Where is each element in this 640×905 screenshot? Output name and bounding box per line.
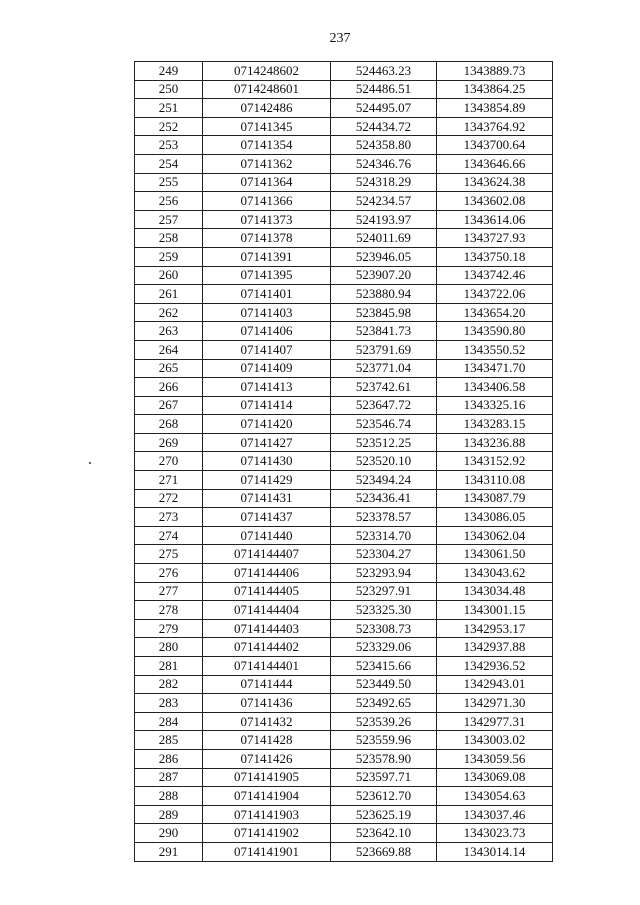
x-coordinate-cell: 523304.27 bbox=[331, 545, 437, 564]
point-number-cell: 250 bbox=[135, 80, 203, 99]
y-coordinate-cell: 1342937.88 bbox=[437, 638, 553, 657]
point-number-cell: 264 bbox=[135, 340, 203, 359]
point-number-cell: 281 bbox=[135, 657, 203, 676]
x-coordinate-cell: 523314.70 bbox=[331, 526, 437, 545]
x-coordinate-cell: 523880.94 bbox=[331, 285, 437, 304]
point-code-cell: 07141354 bbox=[203, 136, 331, 155]
point-code-cell: 0714144406 bbox=[203, 564, 331, 583]
point-number-cell: 291 bbox=[135, 842, 203, 861]
y-coordinate-cell: 1343023.73 bbox=[437, 824, 553, 843]
y-coordinate-cell: 1342977.31 bbox=[437, 712, 553, 731]
x-coordinate-cell: 523539.26 bbox=[331, 712, 437, 731]
x-coordinate-cell: 523946.05 bbox=[331, 247, 437, 266]
x-coordinate-cell: 523293.94 bbox=[331, 564, 437, 583]
x-coordinate-cell: 523436.41 bbox=[331, 489, 437, 508]
point-number-cell: 288 bbox=[135, 787, 203, 806]
point-code-cell: 07142486 bbox=[203, 99, 331, 118]
x-coordinate-cell: 523578.90 bbox=[331, 749, 437, 768]
point-code-cell: 0714141901 bbox=[203, 842, 331, 861]
table-row bbox=[135, 471, 553, 490]
table-row bbox=[135, 824, 553, 843]
point-number-cell: 249 bbox=[135, 62, 203, 81]
point-number-cell: 275 bbox=[135, 545, 203, 564]
point-number-cell: 257 bbox=[135, 210, 203, 229]
point-number-cell: 269 bbox=[135, 433, 203, 452]
table-row bbox=[135, 154, 553, 173]
point-code-cell: 07141432 bbox=[203, 712, 331, 731]
table-row bbox=[135, 285, 553, 304]
y-coordinate-cell: 1343037.46 bbox=[437, 805, 553, 824]
point-code-cell: 07141440 bbox=[203, 526, 331, 545]
point-code-cell: 0714144401 bbox=[203, 657, 331, 676]
point-code-cell: 0714144402 bbox=[203, 638, 331, 657]
x-coordinate-cell: 523845.98 bbox=[331, 303, 437, 322]
table-row bbox=[135, 675, 553, 694]
table-row bbox=[135, 619, 553, 638]
table-row bbox=[135, 731, 553, 750]
table-row bbox=[135, 712, 553, 731]
y-coordinate-cell: 1343062.04 bbox=[437, 526, 553, 545]
table-row bbox=[135, 749, 553, 768]
point-number-cell: 266 bbox=[135, 378, 203, 397]
point-number-cell: 280 bbox=[135, 638, 203, 657]
x-coordinate-cell: 524234.57 bbox=[331, 192, 437, 211]
point-number-cell: 267 bbox=[135, 396, 203, 415]
table-row bbox=[135, 192, 553, 211]
point-code-cell: 0714141905 bbox=[203, 768, 331, 787]
y-coordinate-cell: 1342953.17 bbox=[437, 619, 553, 638]
y-coordinate-cell: 1343614.06 bbox=[437, 210, 553, 229]
point-code-cell: 07141391 bbox=[203, 247, 331, 266]
point-code-cell: 0714144407 bbox=[203, 545, 331, 564]
point-number-cell: 274 bbox=[135, 526, 203, 545]
table-row bbox=[135, 247, 553, 266]
table-row bbox=[135, 173, 553, 192]
y-coordinate-cell: 1343590.80 bbox=[437, 322, 553, 341]
y-coordinate-cell: 1343742.46 bbox=[437, 266, 553, 285]
x-coordinate-cell: 523492.65 bbox=[331, 694, 437, 713]
y-coordinate-cell: 1343471.70 bbox=[437, 359, 553, 378]
point-code-cell: 07141429 bbox=[203, 471, 331, 490]
point-code-cell: 07141407 bbox=[203, 340, 331, 359]
point-code-cell: 07141362 bbox=[203, 154, 331, 173]
y-coordinate-cell: 1343764.92 bbox=[437, 117, 553, 136]
point-code-cell: 07141437 bbox=[203, 508, 331, 527]
point-number-cell: 263 bbox=[135, 322, 203, 341]
y-coordinate-cell: 1343236.88 bbox=[437, 433, 553, 452]
point-number-cell: 278 bbox=[135, 601, 203, 620]
table-row bbox=[135, 266, 553, 285]
point-number-cell: 265 bbox=[135, 359, 203, 378]
point-number-cell: 262 bbox=[135, 303, 203, 322]
point-number-cell: 251 bbox=[135, 99, 203, 118]
point-number-cell: 261 bbox=[135, 285, 203, 304]
point-number-cell: 276 bbox=[135, 564, 203, 583]
point-number-cell: 256 bbox=[135, 192, 203, 211]
point-code-cell: 07141428 bbox=[203, 731, 331, 750]
point-code-cell: 0714144405 bbox=[203, 582, 331, 601]
y-coordinate-cell: 1342936.52 bbox=[437, 657, 553, 676]
x-coordinate-cell: 523597.71 bbox=[331, 768, 437, 787]
point-code-cell: 07141401 bbox=[203, 285, 331, 304]
point-number-cell: 270 bbox=[135, 452, 203, 471]
table-row bbox=[135, 117, 553, 136]
table-row bbox=[135, 842, 553, 861]
x-coordinate-cell: 524486.51 bbox=[331, 80, 437, 99]
y-coordinate-cell: 1343086.05 bbox=[437, 508, 553, 527]
x-coordinate-cell: 523308.73 bbox=[331, 619, 437, 638]
y-coordinate-cell: 1343750.18 bbox=[437, 247, 553, 266]
point-number-cell: 290 bbox=[135, 824, 203, 843]
x-coordinate-cell: 523791.69 bbox=[331, 340, 437, 359]
x-coordinate-cell: 524318.29 bbox=[331, 173, 437, 192]
x-coordinate-cell: 523907.20 bbox=[331, 266, 437, 285]
point-number-cell: 289 bbox=[135, 805, 203, 824]
point-number-cell: 271 bbox=[135, 471, 203, 490]
table-row bbox=[135, 99, 553, 118]
point-code-cell: 07141403 bbox=[203, 303, 331, 322]
table-row bbox=[135, 433, 553, 452]
point-code-cell: 07141414 bbox=[203, 396, 331, 415]
table-row bbox=[135, 601, 553, 620]
table-row bbox=[135, 564, 553, 583]
table-row bbox=[135, 582, 553, 601]
y-coordinate-cell: 1343087.79 bbox=[437, 489, 553, 508]
y-coordinate-cell: 1343624.38 bbox=[437, 173, 553, 192]
y-coordinate-cell: 1342971.30 bbox=[437, 694, 553, 713]
table-row bbox=[135, 787, 553, 806]
table-row bbox=[135, 768, 553, 787]
point-code-cell: 07141444 bbox=[203, 675, 331, 694]
coordinates-table-body bbox=[135, 62, 553, 862]
table-row bbox=[135, 80, 553, 99]
point-code-cell: 0714144403 bbox=[203, 619, 331, 638]
y-coordinate-cell: 1343646.66 bbox=[437, 154, 553, 173]
table-row bbox=[135, 229, 553, 248]
point-code-cell: 07141409 bbox=[203, 359, 331, 378]
x-coordinate-cell: 523669.88 bbox=[331, 842, 437, 861]
point-code-cell: 07141406 bbox=[203, 322, 331, 341]
table-row bbox=[135, 303, 553, 322]
point-number-cell: 260 bbox=[135, 266, 203, 285]
y-coordinate-cell: 1343043.62 bbox=[437, 564, 553, 583]
table-row bbox=[135, 359, 553, 378]
x-coordinate-cell: 523494.24 bbox=[331, 471, 437, 490]
point-number-cell: 272 bbox=[135, 489, 203, 508]
point-number-cell: 258 bbox=[135, 229, 203, 248]
point-number-cell: 286 bbox=[135, 749, 203, 768]
y-coordinate-cell: 1343059.56 bbox=[437, 749, 553, 768]
point-code-cell: 07141430 bbox=[203, 452, 331, 471]
point-code-cell: 07141395 bbox=[203, 266, 331, 285]
table-row bbox=[135, 415, 553, 434]
x-coordinate-cell: 523742.61 bbox=[331, 378, 437, 397]
point-number-cell: 253 bbox=[135, 136, 203, 155]
point-number-cell: 287 bbox=[135, 768, 203, 787]
table-row bbox=[135, 322, 553, 341]
y-coordinate-cell: 1343864.25 bbox=[437, 80, 553, 99]
point-code-cell: 07141373 bbox=[203, 210, 331, 229]
table-row bbox=[135, 526, 553, 545]
x-coordinate-cell: 523297.91 bbox=[331, 582, 437, 601]
y-coordinate-cell: 1343283.15 bbox=[437, 415, 553, 434]
point-code-cell: 0714248602 bbox=[203, 62, 331, 81]
table-row bbox=[135, 210, 553, 229]
point-code-cell: 0714144404 bbox=[203, 601, 331, 620]
point-number-cell: 283 bbox=[135, 694, 203, 713]
table-row bbox=[135, 657, 553, 676]
table-row bbox=[135, 396, 553, 415]
x-coordinate-cell: 523378.57 bbox=[331, 508, 437, 527]
point-number-cell: 252 bbox=[135, 117, 203, 136]
table-row bbox=[135, 452, 553, 471]
table-row bbox=[135, 340, 553, 359]
y-coordinate-cell: 1343061.50 bbox=[437, 545, 553, 564]
y-coordinate-cell: 1343003.02 bbox=[437, 731, 553, 750]
x-coordinate-cell: 524434.72 bbox=[331, 117, 437, 136]
y-coordinate-cell: 1343602.08 bbox=[437, 192, 553, 211]
x-coordinate-cell: 523771.04 bbox=[331, 359, 437, 378]
table-row bbox=[135, 694, 553, 713]
x-coordinate-cell: 523841.73 bbox=[331, 322, 437, 341]
table-row bbox=[135, 489, 553, 508]
point-number-cell: 284 bbox=[135, 712, 203, 731]
y-coordinate-cell: 1343654.20 bbox=[437, 303, 553, 322]
x-coordinate-cell: 524346.76 bbox=[331, 154, 437, 173]
point-number-cell: 279 bbox=[135, 619, 203, 638]
x-coordinate-cell: 523415.66 bbox=[331, 657, 437, 676]
x-coordinate-cell: 524495.07 bbox=[331, 99, 437, 118]
x-coordinate-cell: 523647.72 bbox=[331, 396, 437, 415]
y-coordinate-cell: 1343727.93 bbox=[437, 229, 553, 248]
x-coordinate-cell: 524193.97 bbox=[331, 210, 437, 229]
y-coordinate-cell: 1343014.14 bbox=[437, 842, 553, 861]
y-coordinate-cell: 1343034.48 bbox=[437, 582, 553, 601]
y-coordinate-cell: 1343722.06 bbox=[437, 285, 553, 304]
table-row bbox=[135, 508, 553, 527]
y-coordinate-cell: 1343069.08 bbox=[437, 768, 553, 787]
page-number: 237 bbox=[329, 31, 351, 46]
point-code-cell: 07141427 bbox=[203, 433, 331, 452]
table-row bbox=[135, 136, 553, 155]
point-number-cell: 273 bbox=[135, 508, 203, 527]
point-number-cell: 259 bbox=[135, 247, 203, 266]
x-coordinate-cell: 524011.69 bbox=[331, 229, 437, 248]
point-number-cell: 268 bbox=[135, 415, 203, 434]
point-code-cell: 07141420 bbox=[203, 415, 331, 434]
x-coordinate-cell: 523512.25 bbox=[331, 433, 437, 452]
y-coordinate-cell: 1343550.52 bbox=[437, 340, 553, 359]
x-coordinate-cell: 523612.70 bbox=[331, 787, 437, 806]
y-coordinate-cell: 1343110.08 bbox=[437, 471, 553, 490]
table-row bbox=[135, 805, 553, 824]
point-code-cell: 07141364 bbox=[203, 173, 331, 192]
x-coordinate-cell: 523625.19 bbox=[331, 805, 437, 824]
table-row bbox=[135, 62, 553, 81]
point-number-cell: 285 bbox=[135, 731, 203, 750]
point-code-cell: 07141378 bbox=[203, 229, 331, 248]
table-row bbox=[135, 378, 553, 397]
y-coordinate-cell: 1343406.58 bbox=[437, 378, 553, 397]
point-code-cell: 0714248601 bbox=[203, 80, 331, 99]
x-coordinate-cell: 524463.23 bbox=[331, 62, 437, 81]
x-coordinate-cell: 523325.30 bbox=[331, 601, 437, 620]
y-coordinate-cell: 1343325.16 bbox=[437, 396, 553, 415]
coordinates-table bbox=[134, 61, 553, 862]
x-coordinate-cell: 523642.10 bbox=[331, 824, 437, 843]
x-coordinate-cell: 523520.10 bbox=[331, 452, 437, 471]
x-coordinate-cell: 523559.96 bbox=[331, 731, 437, 750]
y-coordinate-cell: 1343054.63 bbox=[437, 787, 553, 806]
point-code-cell: 0714141902 bbox=[203, 824, 331, 843]
y-coordinate-cell: 1342943.01 bbox=[437, 675, 553, 694]
stray-mark bbox=[89, 462, 91, 464]
x-coordinate-cell: 523329.06 bbox=[331, 638, 437, 657]
y-coordinate-cell: 1343152.92 bbox=[437, 452, 553, 471]
table-row bbox=[135, 545, 553, 564]
point-number-cell: 255 bbox=[135, 173, 203, 192]
point-number-cell: 282 bbox=[135, 675, 203, 694]
point-code-cell: 0714141904 bbox=[203, 787, 331, 806]
y-coordinate-cell: 1343001.15 bbox=[437, 601, 553, 620]
point-code-cell: 0714141903 bbox=[203, 805, 331, 824]
x-coordinate-cell: 524358.80 bbox=[331, 136, 437, 155]
x-coordinate-cell: 523546.74 bbox=[331, 415, 437, 434]
point-code-cell: 07141431 bbox=[203, 489, 331, 508]
table-row bbox=[135, 638, 553, 657]
y-coordinate-cell: 1343700.64 bbox=[437, 136, 553, 155]
x-coordinate-cell: 523449.50 bbox=[331, 675, 437, 694]
point-number-cell: 254 bbox=[135, 154, 203, 173]
point-code-cell: 07141413 bbox=[203, 378, 331, 397]
y-coordinate-cell: 1343889.73 bbox=[437, 62, 553, 81]
point-code-cell: 07141426 bbox=[203, 749, 331, 768]
point-code-cell: 07141345 bbox=[203, 117, 331, 136]
point-number-cell: 277 bbox=[135, 582, 203, 601]
point-code-cell: 07141366 bbox=[203, 192, 331, 211]
y-coordinate-cell: 1343854.89 bbox=[437, 99, 553, 118]
point-code-cell: 07141436 bbox=[203, 694, 331, 713]
